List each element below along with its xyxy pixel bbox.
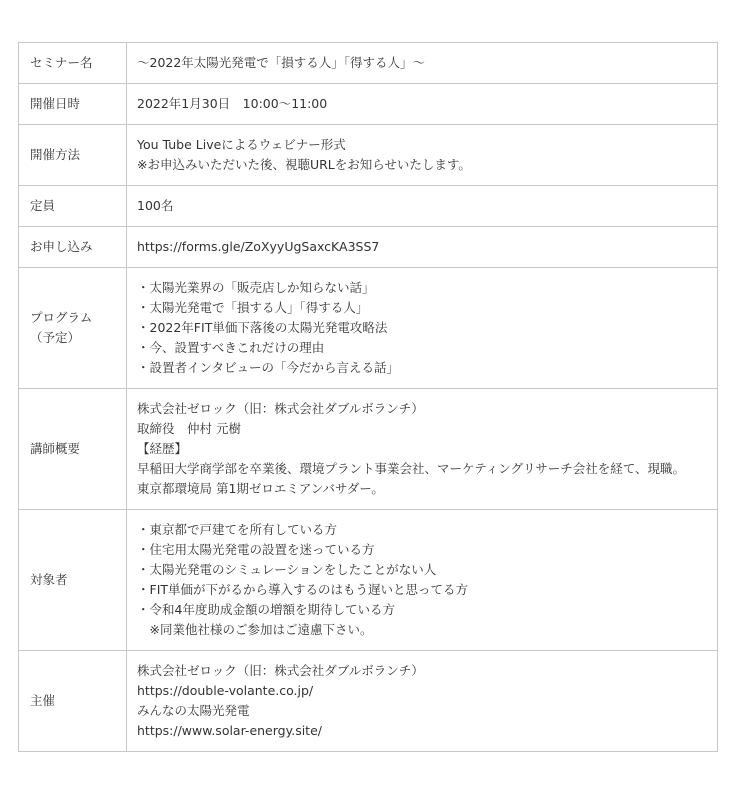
- value-text: 東京都環境局 第1期ゼロエミアンバサダー。: [137, 480, 384, 496]
- value-text: ・東京都で戸建てを所有している方: [137, 521, 338, 537]
- seminar-info-table-wrapper: [18, 42, 718, 752]
- value-text: ・太陽光発電のシミュレーションをしたことがない人: [137, 561, 437, 577]
- row-organizer: [19, 651, 718, 752]
- row-seminar-name: [19, 43, 718, 84]
- value-text: ・令和4年度助成金額の増額を期待している方: [137, 601, 395, 617]
- row-capacity: [19, 186, 718, 227]
- value-text: 取締役 仲村 元樹: [137, 420, 241, 436]
- row-value: [127, 84, 718, 125]
- row-label: [19, 186, 127, 227]
- row-value: [127, 43, 718, 84]
- value-text: ・2022年FIT単価下落後の太陽光発電攻略法: [137, 319, 388, 335]
- row-application: [19, 227, 718, 268]
- row-label: [19, 43, 127, 84]
- row-value: [127, 389, 718, 510]
- solar-site-link[interactable]: https://www.solar-energy.site/: [137, 722, 322, 738]
- row-target: [19, 510, 718, 651]
- value-text: 株式会社ゼロック（旧：株式会社ダブルボランチ）: [137, 662, 424, 678]
- value-text: ・FIT単価が下がるから導入するのはもう遅いと思ってる方: [137, 581, 469, 597]
- label-text: 定員: [30, 198, 56, 213]
- row-date: [19, 84, 718, 125]
- value-text: 【経歴】: [137, 440, 188, 456]
- row-value: [127, 125, 718, 186]
- label-text: 開催方法: [30, 147, 81, 162]
- label-text: 講師概要: [30, 441, 81, 456]
- label-text: プログラム: [30, 310, 93, 325]
- row-value: [127, 651, 718, 752]
- value-text: You Tube Liveによるウェビナー形式: [137, 136, 346, 152]
- value-text: ・今、設置すべきこれだけの理由: [137, 339, 325, 355]
- row-value: [127, 510, 718, 651]
- row-label: [19, 651, 127, 752]
- label-text: セミナー名: [30, 55, 93, 70]
- value-text: ・太陽光発電で「損する人」「得する人」: [137, 299, 369, 315]
- row-label: [19, 389, 127, 510]
- value-text: 株式会社ゼロック（旧：株式会社ダブルボランチ）: [137, 400, 424, 416]
- row-label: [19, 227, 127, 268]
- value-text: 2022年1月30日 10:00〜11:00: [137, 95, 328, 111]
- value-text: ・設置者インタビューの「今だから言える話」: [137, 359, 400, 375]
- row-label: [19, 510, 127, 651]
- value-text: 早稲田大学商学部を卒業後、環境プラント事業会社、マーケティングリサーチ会社を経て、現職。: [137, 460, 686, 476]
- application-link[interactable]: https://forms.gle/ZoXyyUgSaxcKA3SS7: [137, 238, 380, 254]
- value-text: ・住宅用太陽光発電の設置を迷っている方: [137, 541, 375, 557]
- row-program: [19, 268, 718, 389]
- value-text: みんなの太陽光発電: [137, 702, 250, 718]
- label-text: （予定）: [30, 330, 81, 345]
- row-value: [127, 227, 718, 268]
- value-text: 〜2022年太陽光発電で「損する人」「得する人」〜: [137, 54, 426, 70]
- organizer-site-link[interactable]: https://double-volante.co.jp/: [137, 682, 314, 698]
- value-text: ・太陽光業界の「販売店しか知らない話」: [137, 279, 375, 295]
- row-label: [19, 84, 127, 125]
- value-text: 100名: [137, 197, 174, 213]
- value-text: ※お申込みいただいた後、視聴URLをお知らせいたします。: [137, 156, 471, 172]
- label-text: 対象者: [30, 572, 68, 587]
- label-text: 主催: [30, 693, 56, 708]
- value-text: ※同業他社様のご参加はご遠慮下さい。: [137, 621, 373, 637]
- row-label: [19, 125, 127, 186]
- row-value: [127, 186, 718, 227]
- row-method: [19, 125, 718, 186]
- row-instructor: [19, 389, 718, 510]
- seminar-info-table: [18, 42, 718, 752]
- row-label: [19, 268, 127, 389]
- row-value: [127, 268, 718, 389]
- label-text: お申し込み: [30, 239, 93, 254]
- label-text: 開催日時: [30, 96, 81, 111]
